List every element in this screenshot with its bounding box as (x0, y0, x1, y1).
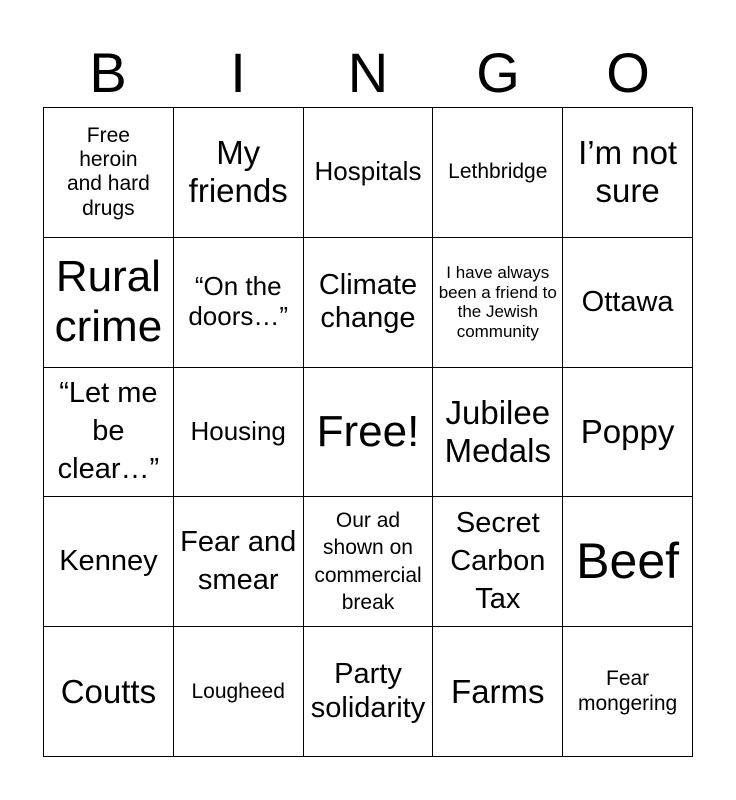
bingo-cell[interactable] (44, 238, 174, 368)
cell-text: Coutts (60, 672, 157, 710)
cell-text: Lougheed (191, 679, 285, 703)
bingo-cell[interactable] (304, 368, 434, 498)
bingo-cell[interactable] (433, 108, 563, 238)
bingo-cell[interactable] (44, 627, 174, 757)
bingo-cell[interactable] (174, 108, 304, 238)
cell-text: Party solidarity (310, 658, 426, 724)
free-space: Free! (316, 406, 420, 456)
bingo-cell[interactable] (304, 108, 434, 238)
bingo-cell[interactable] (433, 497, 563, 627)
bingo-cell[interactable] (174, 368, 304, 498)
bingo-cell[interactable] (304, 497, 434, 627)
cell-text: Hospitals (314, 156, 422, 187)
bingo-header (43, 40, 693, 106)
bingo-cell[interactable] (44, 108, 174, 238)
bingo-cell[interactable] (174, 627, 304, 757)
cell-text: Rural crime (54, 251, 163, 352)
cell-text: Jubilee Medals (444, 394, 551, 469)
cell-text: Our ad shown on commercial break (314, 509, 422, 615)
cell-text: I have always been a friend to the Jewish community (438, 263, 557, 341)
bingo-cell[interactable] (563, 368, 693, 498)
bingo-cell[interactable] (304, 627, 434, 757)
bingo-cell[interactable] (563, 627, 693, 757)
bingo-cell[interactable] (563, 108, 693, 238)
cell-text: Poppy (580, 413, 675, 451)
header-letter-b: B (89, 41, 127, 104)
header-letter-g: G (476, 41, 520, 104)
bingo-cell[interactable] (563, 238, 693, 368)
bingo-cell[interactable] (44, 497, 174, 627)
bingo-card-grid (43, 107, 693, 757)
cell-text: Secret Carbon Tax (450, 507, 546, 615)
cell-text: Ottawa (581, 285, 674, 318)
cell-text: I’m not sure (578, 134, 678, 210)
header-letter-o: O (606, 41, 650, 104)
cell-text: Fear and smear (180, 526, 297, 596)
cell-text: Farms (451, 672, 545, 710)
header-letter-n: N (347, 41, 389, 104)
cell-text: Climate change (318, 268, 418, 335)
bingo-cell[interactable] (174, 497, 304, 627)
cell-text: Beef (576, 533, 680, 590)
bingo-cell[interactable] (433, 368, 563, 498)
cell-text: Kenney (59, 545, 158, 578)
bingo-cell[interactable] (44, 368, 174, 498)
cell-text: Free heroin and hard drugs (66, 124, 150, 220)
header-letter-i: I (230, 41, 246, 104)
cell-text: Lethbridge (448, 160, 548, 184)
bingo-cell[interactable] (433, 627, 563, 757)
bingo-cell[interactable] (304, 238, 434, 368)
cell-text: “Let me be clear…” (57, 377, 160, 485)
cell-text: My friends (188, 134, 288, 210)
cell-text: “On the doors…” (188, 271, 289, 332)
cell-text: Housing (190, 416, 286, 447)
bingo-cell[interactable] (433, 238, 563, 368)
bingo-cell[interactable] (563, 497, 693, 627)
bingo-cell[interactable] (174, 238, 304, 368)
cell-text: Fear mongering (577, 667, 678, 715)
